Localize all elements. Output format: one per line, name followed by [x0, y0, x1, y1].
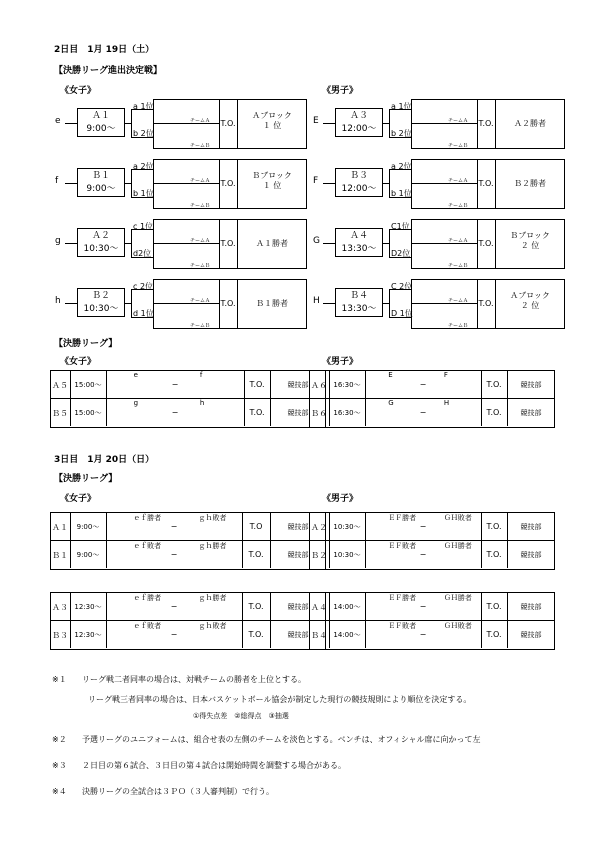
row-line	[309, 540, 555, 541]
seed-top: C1位	[391, 222, 410, 231]
to-label: T.O.	[478, 179, 494, 188]
seed-bottom: d2位	[133, 249, 152, 258]
seed-bottom: b 2位	[133, 129, 154, 138]
game-id: Ｂ１	[52, 551, 68, 560]
game-id: Ａ１	[91, 111, 110, 121]
day2-title: 2日目 1月 19日（土）	[54, 45, 155, 55]
game-code-label: g	[55, 236, 61, 246]
day2-qual-heading: 【決勝リーグ進出決定戦】	[54, 66, 163, 76]
team-right: H	[443, 399, 450, 407]
to-label: T.O	[249, 522, 263, 531]
table-frame	[309, 370, 555, 428]
seed-top: a 1位	[391, 102, 412, 111]
bracket-vertical	[389, 289, 390, 317]
game-time: 15:00〜	[74, 381, 102, 389]
to-label: T.O.	[478, 299, 494, 308]
connector-line	[323, 123, 335, 124]
team-right: ｇｈ勝者	[198, 594, 227, 602]
team-right: F	[443, 371, 448, 379]
score-dash: −	[170, 522, 178, 531]
bracket-vertical	[131, 109, 132, 137]
team-right: ＧＨ勝者	[443, 594, 472, 602]
game-time: 10:30〜	[333, 551, 361, 559]
to-label: T.O.	[486, 630, 502, 639]
score-dash: −	[419, 522, 427, 531]
seed-bottom: b 2位	[391, 129, 412, 138]
row-line	[50, 620, 326, 621]
game-id: Ｂ３	[52, 631, 68, 640]
to-label: T.O.	[220, 119, 236, 128]
note3-text: ２日目の第６試合、３日目の第４試合は開始時間を調整する場合がある。	[82, 761, 346, 770]
to-label: T.O.	[486, 408, 502, 417]
team-left: E	[388, 371, 393, 379]
note1c-text: ①得失点差 ②総得点 ③抽選	[193, 712, 289, 720]
game-code-label: f	[55, 176, 59, 186]
referee-label: 競技部	[520, 603, 542, 611]
day3-men-label: 《男子》	[322, 494, 359, 504]
team-a-label: チームＡ	[190, 178, 211, 184]
to-label: T.O.	[220, 179, 236, 188]
team-right: ｇｈ敗者	[198, 622, 227, 630]
row-line	[309, 398, 555, 399]
referee-label: 競技部	[287, 631, 309, 639]
game-code-label: E	[313, 116, 319, 126]
score-dash: −	[419, 630, 427, 639]
to-label: T.O.	[248, 602, 264, 611]
row-line	[50, 398, 326, 399]
score-dash: −	[171, 408, 179, 417]
result-label: Ａブロック ２ 位	[510, 291, 550, 310]
game-time: 16:30〜	[333, 409, 361, 417]
team-a-label: チームＡ	[190, 298, 211, 304]
connector-line	[65, 123, 77, 124]
game-id: Ａ６	[311, 381, 327, 390]
game-id: Ａ４	[349, 231, 368, 241]
team-a-label: チームＡ	[190, 238, 211, 244]
to-label: T.O.	[220, 299, 236, 308]
seed-top: c 2位	[133, 282, 154, 291]
team-left: ｅｆ敗者	[133, 622, 162, 630]
game-id: Ａ４	[311, 603, 327, 612]
table-frame	[50, 592, 326, 650]
game-id: Ｂ１	[91, 171, 110, 181]
team-left: ＥＦ勝者	[388, 514, 417, 522]
team-left: ｅｆ勝者	[133, 514, 162, 522]
game-time: 9:00〜	[86, 184, 116, 194]
team-b-label: チームＢ	[448, 323, 469, 329]
note4-mark: ※４	[52, 787, 67, 796]
team-right: ｇｈ敗者	[198, 514, 227, 522]
referee-label: 競技部	[520, 409, 542, 417]
day2-league-men-label: 《男子》	[322, 357, 359, 367]
game-code-label: e	[55, 116, 61, 126]
day3-women-label: 《女子》	[60, 494, 97, 504]
team-left: ＥＦ勝者	[388, 594, 417, 602]
day3-title: 3日目 1月 20日（日）	[54, 455, 155, 465]
to-label: T.O.	[486, 380, 502, 389]
game-time: 9:00〜	[86, 124, 116, 134]
to-label: T.O.	[486, 602, 502, 611]
game-time: 14:00〜	[333, 631, 361, 639]
to-label: T.O.	[249, 408, 265, 417]
team-a-label: チームＡ	[190, 118, 211, 124]
team-right: ＧＨ勝者	[443, 542, 472, 550]
table-frame	[50, 512, 326, 570]
game-id: Ｂ６	[311, 409, 327, 418]
to-label: T.O.	[220, 239, 236, 248]
seed-top: a 1位	[133, 102, 154, 111]
team-left: g	[133, 399, 139, 407]
referee-label: 競技部	[520, 551, 542, 559]
bracket-vertical	[131, 229, 132, 257]
table-frame	[309, 592, 555, 650]
team-left: e	[133, 371, 138, 379]
game-id: Ａ３	[349, 111, 368, 121]
game-time: 10:30〜	[333, 523, 361, 531]
team-a-label: チームＡ	[448, 238, 469, 244]
team-b-label: チームＢ	[190, 323, 211, 329]
day2-men-label: 《男子》	[322, 86, 359, 96]
row-line	[309, 620, 555, 621]
team-b-label: チームＢ	[190, 143, 211, 149]
score-dash: −	[419, 550, 427, 559]
seed-bottom: D2位	[391, 249, 411, 258]
to-label: T.O.	[249, 380, 265, 389]
game-time: 9:00〜	[76, 523, 100, 531]
score-dash: −	[171, 380, 179, 389]
seed-top: a 2位	[133, 162, 154, 171]
game-code-label: G	[313, 236, 320, 246]
team-a-label: チームＡ	[448, 178, 469, 184]
game-id: Ａ１	[52, 523, 68, 532]
score-dash: −	[419, 380, 427, 389]
result-label: Ａ２勝者	[514, 119, 546, 128]
bracket-vertical	[131, 169, 132, 197]
result-label: Ｂ１勝者	[256, 299, 288, 308]
note1-text: リーグ戦二者同率の場合は、対戦チームの勝者を上位とする。	[82, 675, 306, 684]
game-id: Ａ５	[52, 381, 68, 390]
game-id: Ｂ２	[91, 291, 110, 301]
note4-text: 決勝リーグの全試合は３ＰＯ（３人審判制）で行う。	[82, 787, 274, 796]
note2-text: 予選リーグのユニフォームは、組合せ表の左側のチームを淡色とする。ベンチは、オフィシャル席に向かって左	[82, 735, 481, 744]
result-label: Ｂ２勝者	[514, 179, 546, 188]
game-id: Ａ２	[91, 231, 110, 241]
score-dash: −	[419, 408, 427, 417]
to-label: T.O.	[478, 119, 494, 128]
day2-league-heading: 【決勝リーグ】	[54, 339, 118, 349]
game-time: 12:30〜	[74, 603, 102, 611]
connector-line	[65, 243, 77, 244]
day2-women-label: 《女子》	[60, 86, 97, 96]
game-id: Ｂ４	[349, 291, 368, 301]
row-line	[50, 540, 326, 541]
team-left: ｅｆ勝者	[133, 594, 162, 602]
referee-label: 競技部	[287, 523, 309, 531]
team-right: ｇｈ勝者	[198, 542, 227, 550]
note2-mark: ※２	[52, 735, 67, 744]
team-left: G	[388, 399, 394, 407]
referee-label: 競技部	[287, 409, 309, 417]
team-b-label: チームＢ	[448, 143, 469, 149]
result-label: Ｂブロック １ 位	[252, 171, 292, 190]
referee-label: 競技部	[287, 603, 309, 611]
game-code-label: F	[313, 176, 319, 186]
team-right: ＧＨ敗者	[443, 514, 472, 522]
score-dash: −	[419, 602, 427, 611]
referee-label: 競技部	[520, 523, 542, 531]
to-label: T.O.	[248, 630, 264, 639]
bracket-vertical	[131, 289, 132, 317]
seed-bottom: b 1位	[391, 189, 412, 198]
referee-label: 競技部	[520, 381, 542, 389]
note1b-text: リーグ戦三者同率の場合は、日本バスケットボール協会が制定した現行の競技規則により順位を決定する。	[88, 695, 472, 704]
connector-line	[65, 183, 77, 184]
connector-line	[323, 243, 335, 244]
team-a-label: チームＡ	[448, 118, 469, 124]
score-dash: −	[170, 630, 178, 639]
game-id: Ｂ５	[52, 409, 68, 418]
team-right: f	[199, 371, 203, 379]
game-time: 12:30〜	[74, 631, 102, 639]
table-frame	[50, 370, 326, 428]
team-a-label: チームＡ	[448, 298, 469, 304]
to-label: T.O.	[486, 522, 502, 531]
game-id: Ａ２	[311, 523, 327, 532]
game-time: 13:30〜	[341, 244, 377, 254]
game-time: 12:00〜	[341, 184, 377, 194]
connector-line	[323, 183, 335, 184]
score-dash: −	[170, 550, 178, 559]
bracket-vertical	[389, 109, 390, 137]
table-frame	[309, 512, 555, 570]
result-label: Ａ１勝者	[256, 239, 288, 248]
bracket-vertical	[389, 229, 390, 257]
seed-top: c 1位	[133, 222, 154, 231]
to-label: T.O.	[248, 550, 264, 559]
seed-top: C 2位	[391, 282, 413, 291]
day3-league-heading: 【決勝リーグ】	[54, 474, 118, 484]
team-left: ＥＦ敗者	[388, 622, 417, 630]
game-time: 14:00〜	[333, 603, 361, 611]
team-right: h	[199, 399, 205, 407]
team-b-label: チームＢ	[448, 263, 469, 269]
referee-label: 競技部	[287, 381, 309, 389]
seed-bottom: b 1位	[133, 189, 154, 198]
bracket-vertical	[389, 169, 390, 197]
game-time: 10:30〜	[83, 304, 119, 314]
to-label: T.O.	[486, 550, 502, 559]
game-time: 10:30〜	[83, 244, 119, 254]
game-id: Ａ３	[52, 603, 68, 612]
score-dash: −	[170, 602, 178, 611]
seed-bottom: D 1位	[391, 309, 413, 318]
to-label: T.O.	[478, 239, 494, 248]
game-code-label: H	[313, 296, 320, 306]
game-id: Ｂ４	[311, 631, 327, 640]
team-b-label: チームＢ	[190, 263, 211, 269]
game-time: 9:00〜	[76, 551, 100, 559]
connector-line	[323, 303, 335, 304]
referee-label: 競技部	[520, 631, 542, 639]
seed-bottom: d 1位	[133, 309, 154, 318]
connector-line	[65, 303, 77, 304]
result-label: Ｂブロック ２ 位	[510, 231, 550, 250]
game-id: Ｂ２	[311, 551, 327, 560]
game-time: 12:00〜	[341, 124, 377, 134]
game-code-label: h	[55, 296, 61, 306]
team-left: ｅｆ敗者	[133, 542, 162, 550]
team-b-label: チームＢ	[190, 203, 211, 209]
result-label: Ａブロック １ 位	[252, 111, 292, 130]
team-b-label: チームＢ	[448, 203, 469, 209]
referee-label: 競技部	[287, 551, 309, 559]
team-left: ＥＦ敗者	[388, 542, 417, 550]
game-time: 16:30〜	[333, 381, 361, 389]
day2-league-women-label: 《女子》	[60, 357, 97, 367]
seed-top: a 2位	[391, 162, 412, 171]
game-time: 13:30〜	[341, 304, 377, 314]
note3-mark: ※３	[52, 761, 67, 770]
team-right: ＧＨ敗者	[443, 622, 472, 630]
note1-mark: ※１	[52, 675, 67, 684]
game-time: 15:00〜	[74, 409, 102, 417]
game-id: Ｂ３	[349, 171, 368, 181]
